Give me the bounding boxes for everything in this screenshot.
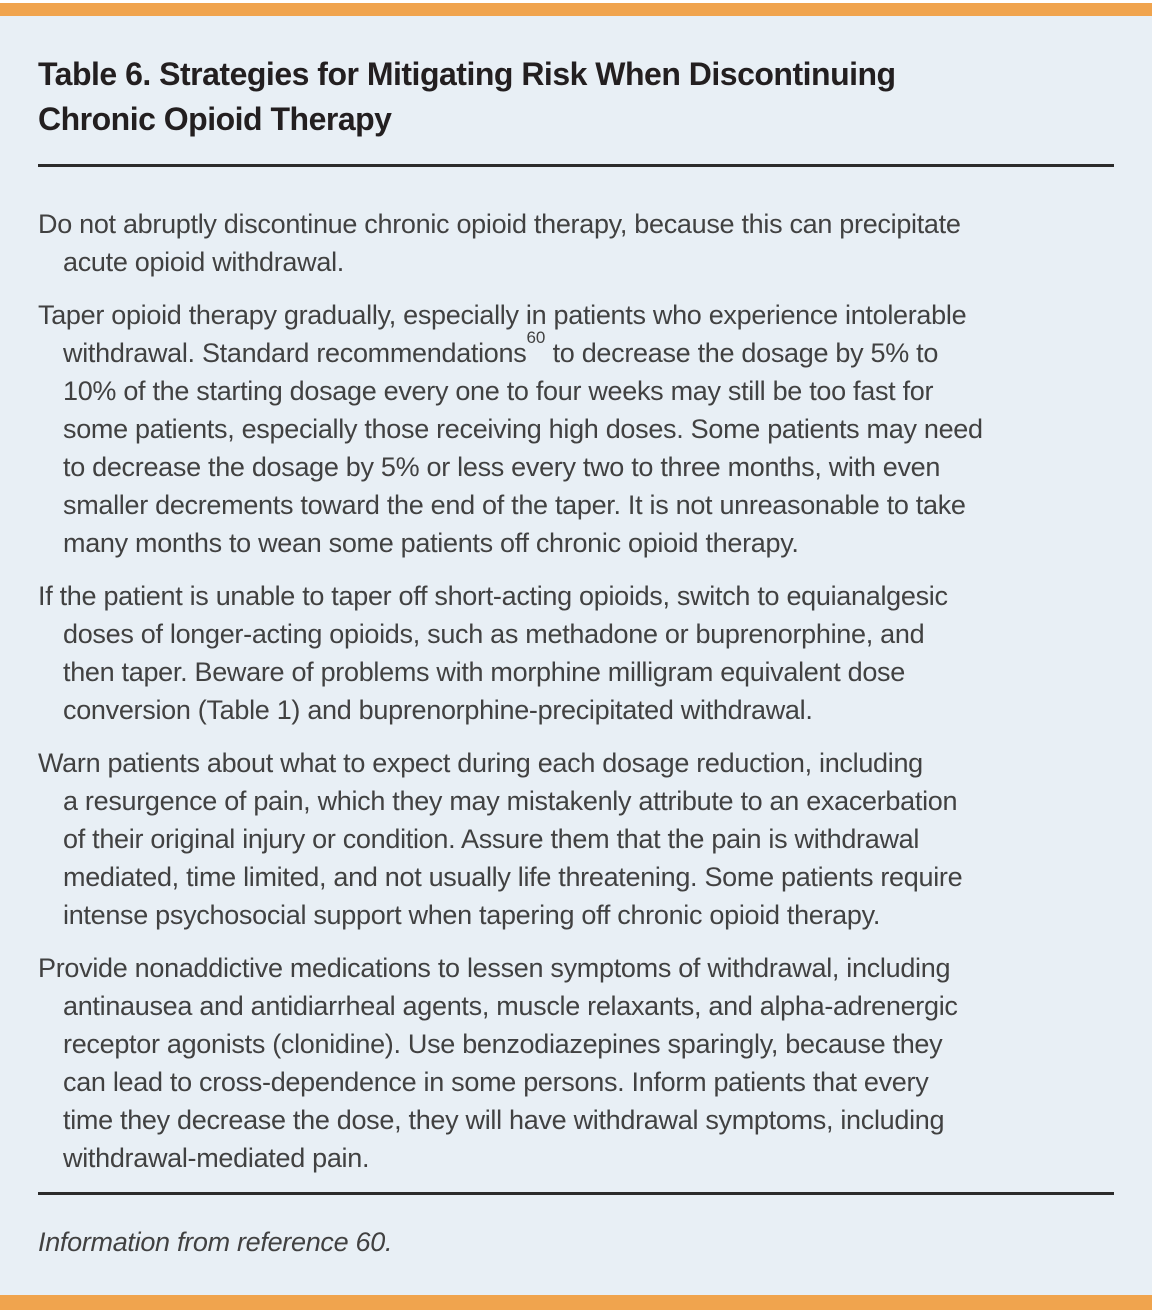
body-paragraph: If the patient is unable to taper off short-acting opioids, switch to equianalgesic doses of longer-acting opioids, such as methadone or buprenorphine, and then taper. Beware of problems with morphine milligram equivalent dose conversion (Table 1) and buprenorphine-precipitated withdrawal. xyxy=(38,581,948,725)
footnote-divider xyxy=(38,1192,1114,1195)
body-paragraph: Provide nonaddictive medications to lessen symptoms of withdrawal, including antinausea and antidiarrheal agents, muscle relaxants, and alpha-adrenergic receptor agonists (clonidine). Use benzodiazepines sparingly, because they can lead to cross-dependence in some persons. Inform patients that every time they decrease the dose, they will have withdrawal symptoms, including withdrawal-mediated pain. xyxy=(38,953,958,1173)
reference-superscript: 60 xyxy=(526,328,546,347)
body-paragraph: Taper opioid therapy gradually, especially in patients who experience intolerable withdrawal. Standard recommendations$^{60}$ to decrease the dosage by 5% to 10% of the starting dosage every one to four weeks may still be too fast for some patients, especially those receiving high doses. Some patients may need to decrease the dosage by 5% or less every two to three months, with even smaller decrements toward the end of the taper. It is not unreasonable to take many months to wean some patients off chronic opioid therapy. xyxy=(38,300,983,558)
body-paragraph: Warn patients about what to expect during each dosage reduction, including a resurgence of pain, which they may mistakenly attribute to an exacerbation of their original injury or condition. Assure them that the pain is withdrawal mediated, time limited, and not usually life threatening. Some patients require intense psychosocial support when tapering off chronic opioid therapy. xyxy=(38,748,963,930)
table-title: Table 6. Strategies for Mitigating Risk When Discontinuing Chronic Opioid Therapy xyxy=(38,56,896,137)
body-paragraph: Do not abruptly discontinue chronic opioid therapy, because this can precipitate acute opioid withdrawal. xyxy=(38,209,961,277)
footnote: Information from reference 60. xyxy=(38,1227,393,1257)
table-panel xyxy=(0,16,1152,1295)
bottom-accent-bar xyxy=(0,1295,1152,1310)
top-accent-bar xyxy=(0,3,1152,16)
title-divider xyxy=(38,164,1114,167)
table-body xyxy=(38,205,1114,1177)
